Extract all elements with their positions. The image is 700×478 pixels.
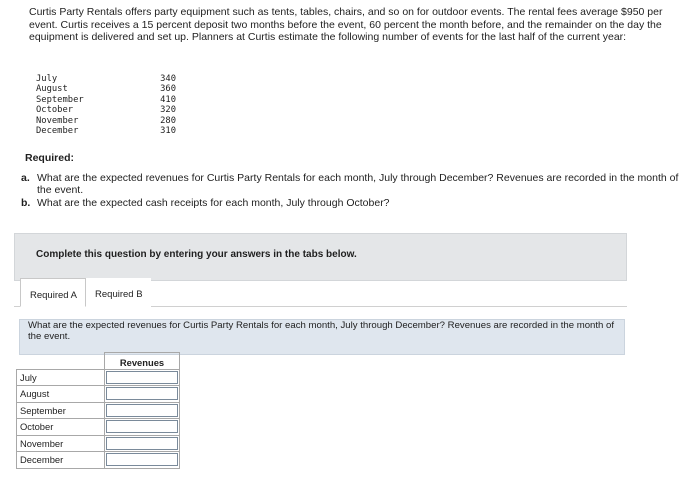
revenue-cell bbox=[105, 386, 180, 403]
revenue-cell bbox=[105, 369, 180, 386]
tab-required-a[interactable]: Required A bbox=[20, 278, 86, 307]
revenue-input-october[interactable] bbox=[106, 420, 178, 433]
event-month: August bbox=[36, 84, 68, 95]
table-header-row bbox=[17, 353, 180, 370]
tab-bar bbox=[20, 278, 151, 307]
table-row bbox=[17, 419, 180, 436]
event-row bbox=[36, 84, 176, 94]
event-count: 410 bbox=[160, 94, 176, 105]
header-blank bbox=[17, 353, 105, 370]
problem-intro: Curtis Party Rentals offers party equipment such as tents, tables, chairs, and so on for outdoor events. The rental fees average $950 per event. Curtis receives a 15 percent deposit two months before the event, 60 percent the month before, and the remainder on the day the equipment is delivered and set up. Planners at Curtis estimate the following number of events for the last half of the current year: bbox=[29, 6, 663, 43]
table-row bbox=[17, 369, 180, 386]
instructions-text: Complete this question by entering your answers in the tabs below. bbox=[36, 249, 357, 260]
required-letter: a. bbox=[21, 172, 30, 184]
required-letter: b. bbox=[21, 197, 31, 209]
revenue-input-july[interactable] bbox=[106, 371, 178, 384]
row-label: July bbox=[17, 369, 105, 386]
event-month: October bbox=[36, 105, 74, 116]
revenue-input-december[interactable] bbox=[106, 453, 178, 466]
required-list bbox=[21, 172, 681, 210]
revenue-cell bbox=[105, 419, 180, 436]
revenue-cell bbox=[105, 402, 180, 419]
row-label: December bbox=[17, 452, 105, 469]
revenue-cell bbox=[105, 435, 180, 452]
revenue-cell bbox=[105, 452, 180, 469]
event-row bbox=[36, 74, 176, 84]
event-row bbox=[36, 116, 176, 126]
event-count: 310 bbox=[160, 126, 176, 137]
revenues-table bbox=[16, 352, 180, 469]
event-row bbox=[36, 126, 176, 136]
row-label: November bbox=[17, 435, 105, 452]
row-label: September bbox=[17, 402, 105, 419]
event-count: 340 bbox=[160, 74, 176, 84]
event-month: September bbox=[36, 94, 84, 105]
row-label: October bbox=[17, 419, 105, 436]
event-count: 280 bbox=[160, 115, 176, 126]
question-text: What are the expected revenues for Curtis Party Rentals for each month, July through December? Revenues are recorded in the month of the event. bbox=[28, 320, 615, 342]
instructions-banner bbox=[14, 233, 627, 281]
required-item bbox=[21, 172, 681, 196]
events-table bbox=[36, 74, 176, 136]
event-row bbox=[36, 105, 176, 115]
revenue-input-november[interactable] bbox=[106, 437, 178, 450]
revenue-input-august[interactable] bbox=[106, 387, 178, 400]
required-item bbox=[21, 197, 681, 209]
revenues-header: Revenues bbox=[105, 353, 180, 370]
event-month: December bbox=[36, 126, 79, 137]
event-month: November bbox=[36, 115, 79, 126]
required-title: Required: bbox=[25, 152, 75, 164]
revenue-input-september[interactable] bbox=[106, 404, 178, 417]
table-row bbox=[17, 435, 180, 452]
event-row bbox=[36, 95, 176, 105]
event-count: 360 bbox=[160, 84, 176, 95]
table-row bbox=[17, 402, 180, 419]
required-text: What are the expected revenues for Curtis Party Rentals for each month, July through December? Revenues are recorded in the month of the event. bbox=[37, 172, 679, 196]
table-row bbox=[17, 452, 180, 469]
event-count: 320 bbox=[160, 105, 176, 116]
row-label: August bbox=[17, 386, 105, 403]
event-month: July bbox=[36, 74, 58, 84]
required-text: What are the expected cash receipts for each month, July through October? bbox=[37, 197, 390, 209]
question-banner bbox=[19, 319, 625, 355]
tab-required-b[interactable]: Required B bbox=[86, 278, 151, 307]
table-row bbox=[17, 386, 180, 403]
